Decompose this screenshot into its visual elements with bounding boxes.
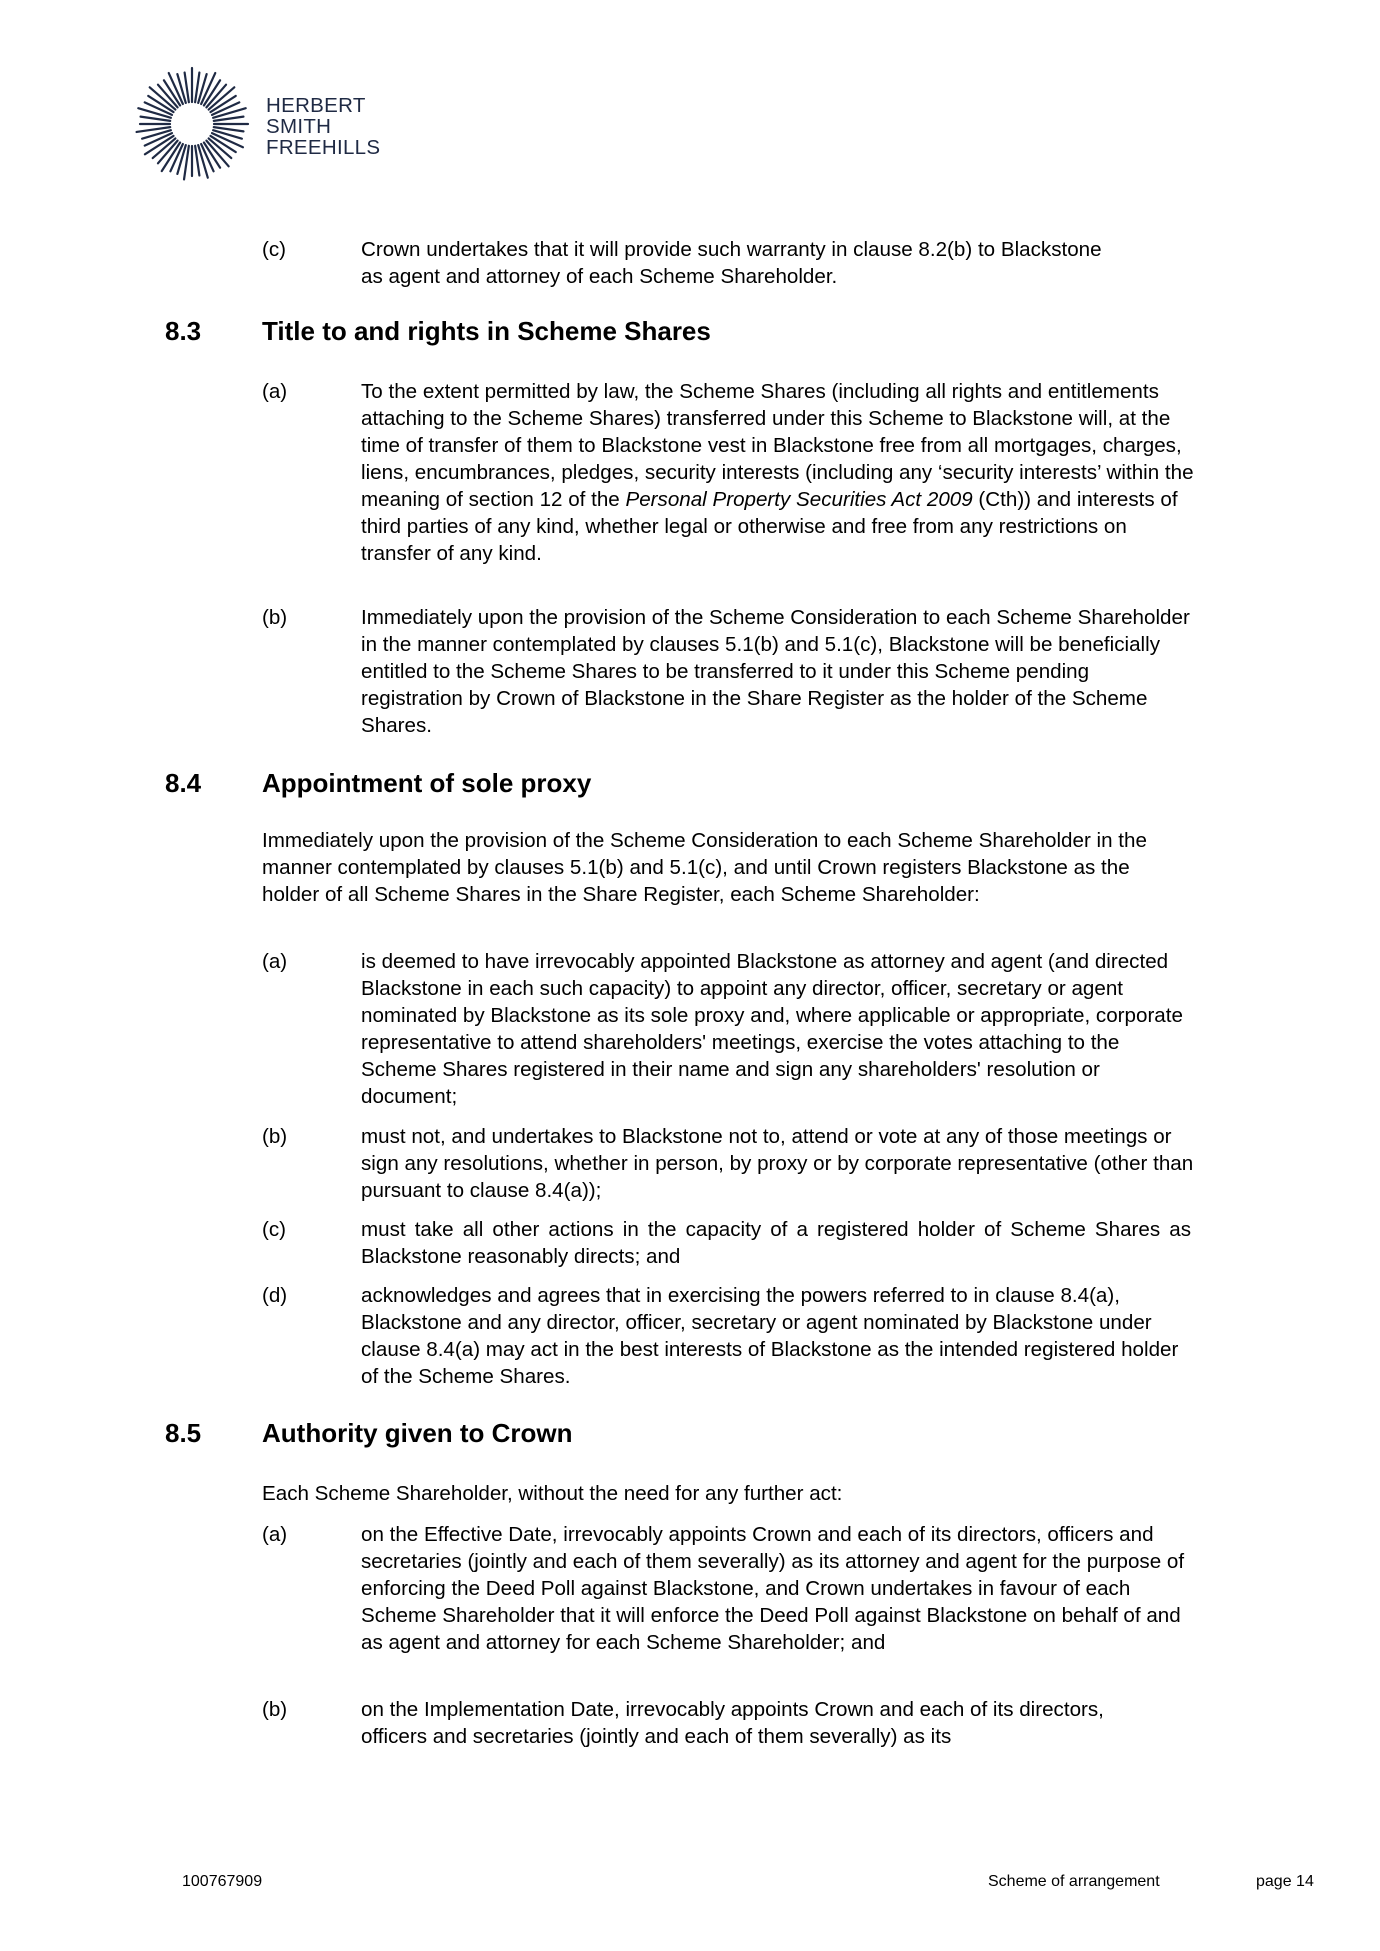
item-text: on the Effective Date, irrevocably appoints Crown and each of its directors, officers and secretaries (jointly and each of them severally) as its attorney and agent for the purpose of enforcing the Deed Poll against Blackstone, and Crown undertakes in favour of each Scheme Shareholder that it will enforce the Deed Poll against Blackstone on behalf of and as agent and attorney for each Scheme Shareholder; and bbox=[361, 1523, 1185, 1654]
item-label: (a) bbox=[262, 950, 288, 973]
sunburst-logo-icon bbox=[132, 64, 252, 184]
section-intro: Each Scheme Shareholder, without the need for any further act: bbox=[262, 1482, 843, 1505]
item-text: Immediately upon the provision of the Scheme Consideration to each Scheme Shareholder in the manner contemplated by clauses 5.1(b) and 5.1(c), Blackstone will be beneficially entitled to the Scheme Shares to be transferred to it under this Scheme pending registration by Crown of Blackstone in the Share Register as the holder of the Scheme Shares. bbox=[361, 606, 1190, 737]
item-text-part: To the extent permitted by law, the Scheme Shares (including all rights and entitlements attaching to the Scheme Shares) transferred under this Scheme to Blackstone will, at the time of transfer of them to Blackstone vest in Blackstone free from all mortgages, charges, liens, encumbrances, pledges, security interests (including any ‘security interests’ within the meaning of section 12 of the bbox=[361, 380, 1194, 511]
item-label: (d) bbox=[262, 1284, 288, 1307]
item-text: must take all other actions in the capacity of a registered holder of Scheme Shares as Blackstone reasonably directs; and bbox=[361, 1218, 1191, 1268]
section-title: Title to and rights in Scheme Shares bbox=[262, 316, 711, 346]
item-label: (a) bbox=[262, 1523, 288, 1546]
brand-line: FREEHILLS bbox=[266, 136, 381, 159]
item-label: (c) bbox=[262, 1218, 287, 1241]
item-label: (b) bbox=[262, 606, 288, 629]
item-text: on the Implementation Date, irrevocably appoints Crown and each of its directors, officers and secretaries (jointly and each of them severally) as its bbox=[361, 1698, 1104, 1748]
section-title: Appointment of sole proxy bbox=[262, 768, 592, 798]
item-label: (a) bbox=[262, 380, 288, 403]
item-text-part: (Cth)) and interests of third parties of any kind, whether legal or otherwise and free from any restrictions on transfer of any kind. bbox=[361, 488, 1178, 565]
item-text bbox=[361, 378, 1196, 567]
section-number: 8.4 bbox=[165, 768, 202, 798]
item-label: (b) bbox=[262, 1698, 288, 1721]
act-title: Personal Property Securities Act 2009 bbox=[625, 488, 973, 511]
section-title: Authority given to Crown bbox=[262, 1418, 573, 1448]
item-text: acknowledges and agrees that in exercising the powers referred to in clause 8.4(a), Blackstone and any director, officer, secretary or agent nominated by Blackstone under clause 8.4(a) may act in the best interests of Blackstone as the intended registered holder of the Scheme Shares. bbox=[361, 1284, 1179, 1388]
section-number: 8.5 bbox=[165, 1418, 202, 1448]
item-text: must not, and undertakes to Blackstone not to, attend or vote at any of those meetings or sign any resolutions, whether in person, by proxy or by corporate representative (other than pursuant to clause 8.4(a)); bbox=[361, 1125, 1194, 1202]
item-text: is deemed to have irrevocably appointed Blackstone as attorney and agent (and directed Blackstone in each such capacity) to appoint any director, officer, secretary or agent nominated by Blackstone as its sole proxy and, where applicable or appropriate, corporate representative to attend shareholders' meetings, exercise the votes attaching to the Scheme Shares registered in their name and sign any shareholders' resolution or document; bbox=[361, 950, 1183, 1108]
item-label: (c) bbox=[262, 238, 287, 261]
brand-name bbox=[266, 95, 380, 158]
item-label: (b) bbox=[262, 1125, 288, 1148]
item-text: Crown undertakes that it will provide such warranty in clause 8.2(b) to Blackstone as agent and attorney of each Scheme Shareholder. bbox=[361, 238, 1102, 288]
document-title: Scheme of arrangement bbox=[988, 1873, 1160, 1890]
brand-line: SMITH bbox=[266, 115, 332, 138]
section-number: 8.3 bbox=[165, 316, 202, 346]
section-intro: Immediately upon the provision of the Scheme Consideration to each Scheme Shareholder in the manner contemplated by clauses 5.1(b) and 5.1(c), and until Crown registers Blackstone as the holder of all Scheme Shares in the Share Register, each Scheme Shareholder: bbox=[262, 829, 1147, 906]
document-number: 100767909 bbox=[182, 1873, 263, 1890]
page-number: page 14 bbox=[1256, 1873, 1314, 1890]
brand-line: HERBERT bbox=[266, 94, 366, 117]
